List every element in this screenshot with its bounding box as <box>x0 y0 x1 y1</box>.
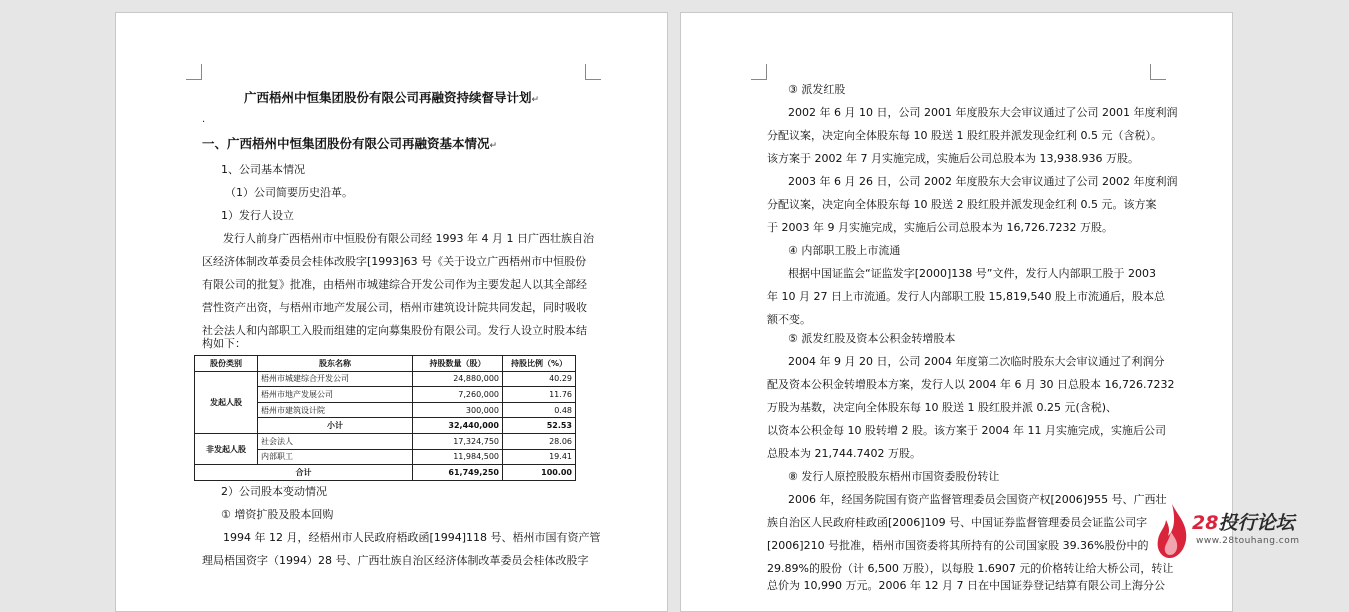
table-cell: 0.48 <box>503 402 576 418</box>
table-cell: 32,440,000 <box>413 418 503 434</box>
table-cell: 28.06 <box>503 433 576 449</box>
text-line: 额不变。 <box>767 313 811 326</box>
text-line: ⑤ 派发红股及资本公积金转增股本 <box>788 332 956 345</box>
table-cell: 24,880,000 <box>413 371 503 387</box>
table-cell: 合计 <box>195 465 413 481</box>
table-row <box>195 433 576 449</box>
text-line: 于 2003 年 9 月实施完成，实施后公司总股本为 16,726.7232 万股。 <box>767 221 1113 234</box>
text-line: 2006 年，经国务院国有资产监督管理委员会国资产权[2006]955 号、广西壮 <box>788 493 1167 506</box>
text-line: 总价为 10,990 万元。2006 年 12 月 7 日在中国证券登记结算有限公司上海分公 <box>767 579 1165 592</box>
paragraph-mark: . <box>202 114 206 125</box>
text-line: 社会法人和内部职工入股而组建的定向募集股份有限公司。发行人设立时股本结 <box>202 324 587 337</box>
margin-corner-top-left <box>186 64 202 80</box>
text-line: 区经济体制改革委员会桂体改股字[1993]63 号《关于设立广西梧州市中恒股份 <box>202 255 587 268</box>
table-cell-category: 发起人股 <box>195 371 258 433</box>
text-line: 构如下： <box>202 337 246 350</box>
table-cell: 社会法人 <box>258 433 413 449</box>
table-header: 股份类别 <box>195 356 258 372</box>
text-line: 有限公司的批复》批准，由梧州市城建综合开发公司作为主要发起人以其全部经 <box>202 278 587 291</box>
table-row <box>195 371 576 387</box>
document-title: 广西梧州中恒集团股份有限公司再融资持续督导计划↵ <box>243 90 540 105</box>
text-line: ① 增资扩股及股本回购 <box>221 508 334 521</box>
table-header: 持股比例（%） <box>503 356 576 372</box>
table-cell: 61,749,250 <box>413 465 503 481</box>
logo-url: www.28touhang.com <box>1196 536 1300 546</box>
text-line: ③ 派发红股 <box>788 83 846 96</box>
table-cell: 19.41 <box>503 449 576 465</box>
table-header: 股东名称 <box>258 356 413 372</box>
table-cell: 17,324,750 <box>413 433 503 449</box>
flame-icon <box>1152 502 1192 560</box>
text-line: 1）发行人设立 <box>221 209 294 222</box>
table-cell: 7,260,000 <box>413 387 503 403</box>
text-line: 2002 年 6 月 10 日，公司 2001 年度股东大会审议通过了公司 2001 年度利润 <box>788 106 1178 119</box>
table-cell-category: 非发起人股 <box>195 433 258 464</box>
text-line: 1、公司基本情况 <box>221 163 305 176</box>
table-cell: 300,000 <box>413 402 503 418</box>
text-line: 族自治区人民政府桂政函[2006]109 号、中国证券监督管理委员会证监公司字 <box>767 516 1148 529</box>
table-cell: 小计 <box>258 418 413 434</box>
table-cell: 梧州市建筑设计院 <box>258 402 413 418</box>
table-cell: 100.00 <box>503 465 576 481</box>
text-line: 该方案于 2002 年 7 月实施完成，实施后公司总股本为 13,938.936 万股。 <box>767 152 1139 165</box>
table-cell: 梧州市城建综合开发公司 <box>258 371 413 387</box>
watermark-logo <box>1152 500 1332 562</box>
table-cell: 11.76 <box>503 387 576 403</box>
table-total-row <box>195 465 576 481</box>
text-line: 2003 年 6 月 26 日，公司 2002 年度股东大会审议通过了公司 2002 年度利润 <box>788 175 1178 188</box>
text-line: 营性资产出资，与梧州市地产发展公司，梧州市建筑设计院共同发起，同时吸收 <box>202 301 587 314</box>
text-line: 年 10 月 27 日上市流通。发行人内部职工股 15,819,540 股上市流通后，股本总 <box>767 290 1165 303</box>
text-line: 分配议案，决定向全体股东每 10 股送 2 股红股并派发现金红利 0.5 元。该方案 <box>767 198 1157 211</box>
logo-brand: 28投行论坛 <box>1192 512 1295 534</box>
text-line: 根据中国证监会“证监发字[2000]138 号”文件，发行人内部职工股于 2003 <box>788 267 1156 280</box>
text-line: （1）公司简要历史沿革。 <box>225 186 353 199</box>
table-cell: 梧州市地产发展公司 <box>258 387 413 403</box>
text-line: 万股为基数，决定向全体股东每 10 股送 1 股红股并派 0.25 元(含税)、 <box>767 401 1118 414</box>
text-line: 配及资本公积金转增股本方案，发行人以 2004 年 6 月 30 日总股本 16,726.7232 <box>767 378 1175 391</box>
text-line: 2004 年 9 月 20 日，公司 2004 年度第二次临时股东大会审议通过了利润分 <box>788 355 1165 368</box>
margin-corner-top-right <box>585 64 601 80</box>
document-page-left <box>115 12 668 612</box>
text-line: ⑧ 发行人原控股股东梧州市国资委股份转让 <box>788 470 1000 483</box>
text-line: 分配议案，决定向全体股东每 10 股送 1 股红股并派发现金红利 0.5 元（含税）。 <box>767 129 1162 142</box>
text-line: 理局梧国资字（1994）28 号、广西壮族自治区经济体制改革委员会桂体改股字 <box>202 554 589 567</box>
table-cell: 52.53 <box>503 418 576 434</box>
margin-corner-top-left <box>751 64 767 80</box>
text-line: 总股本为 21,744.7402 万股。 <box>767 447 921 460</box>
shareholder-table <box>194 355 576 481</box>
text-line: 1994 年 12 月，经梧州市人民政府梧政函[1994]118 号、梧州市国有资产管 <box>223 531 601 544</box>
text-line: 发行人前身广西梧州市中恒股份有限公司经 1993 年 4 月 1 日广西壮族自治 <box>223 232 594 245</box>
text-line: 以资本公积金每 10 股转增 2 股。该方案于 2004 年 11 月实施完成，实施后公司 <box>767 424 1166 437</box>
text-line: 2）公司股本变动情况 <box>221 485 327 498</box>
table-cell: 内部职工 <box>258 449 413 465</box>
section-heading: 一、广西梧州中恒集团股份有限公司再融资基本情况↵ <box>202 136 498 151</box>
document-page-right <box>680 12 1233 612</box>
table-header: 持股数量（股） <box>413 356 503 372</box>
text-line: ④ 内部职工股上市流通 <box>788 244 901 257</box>
text-line: [2006]210 号批准，梧州市国资委将其所持有的公司国家股 39.36%股份中的 <box>767 539 1149 552</box>
table-cell: 11,984,500 <box>413 449 503 465</box>
text-line: 29.89%的股份（计 6,500 万股），以每股 1.6907 元的价格转让给大桥公司，转让 <box>767 562 1174 575</box>
table-header-row <box>195 356 576 372</box>
margin-corner-top-right <box>1150 64 1166 80</box>
table-cell: 40.29 <box>503 371 576 387</box>
